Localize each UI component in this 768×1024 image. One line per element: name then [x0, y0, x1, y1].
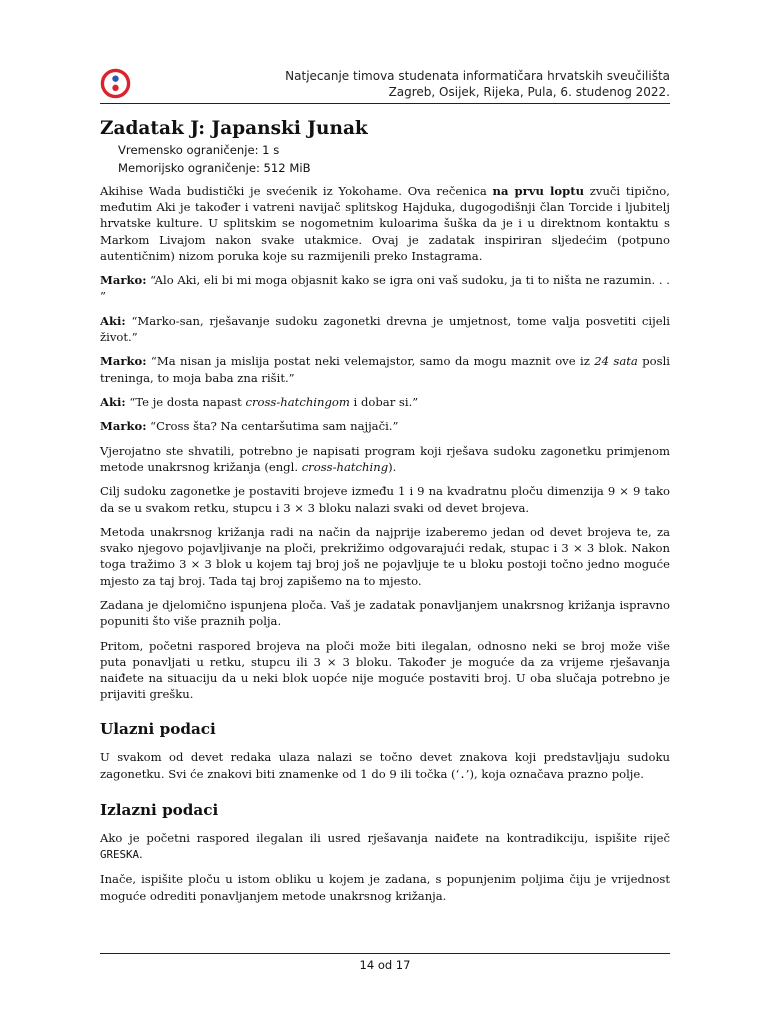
page-number: 14 od 17	[359, 958, 411, 972]
header-line-competition: Natjecanje timova studenata informatičara hrvatskih sveučilišta	[285, 69, 670, 83]
dialogue-line-3	[100, 353, 670, 385]
dialogue-text: posli treninga, to moja baba zna rišit.”	[100, 354, 670, 385]
speaker-label: Aki:	[100, 313, 126, 328]
paragraph-text: U svakom od devet redaka ulaza nalazi se točno devet znakova koji predstavljaju sudoku zagonetku. Svi će znakovi biti znamenke od 1 do 9 ili točka (‘	[100, 750, 670, 781]
dialogue-text: “Ma nisan ja mislija postat neki velemajstor, samo da mogu maznit ove iz	[146, 354, 595, 369]
dialogue-text: i dobar si.”	[349, 394, 419, 409]
inline-code: GRESKA	[100, 847, 140, 861]
dialogue-line-1	[100, 272, 670, 304]
paragraph-text: Ako je početni raspored ilegalan ili usred rješavanja naiđete na kontradikciju, ispišite riječ	[100, 830, 670, 845]
memory-limit: Memorijsko ograničenje: 512 MiB	[118, 160, 311, 175]
header-line-location-date: Zagreb, Osijek, Rijeka, Pula, 6. studenog 2022.	[388, 84, 670, 99]
paragraph-text: ).	[388, 459, 397, 474]
output-section-heading: Izlazni podaci	[100, 800, 219, 819]
competition-logo-icon	[100, 68, 131, 99]
input-description	[100, 749, 670, 782]
speaker-label: Marko:	[100, 273, 147, 288]
output-error-description	[100, 830, 670, 863]
dialogue-emphasis: cross-hatchingom	[245, 394, 350, 409]
speaker-label: Marko:	[100, 354, 147, 369]
dialogue-emphasis: 24 sata	[594, 354, 638, 369]
footer-divider	[100, 953, 670, 954]
header-divider	[100, 103, 670, 104]
dialogue-line-5	[100, 418, 670, 434]
speaker-label: Aki:	[100, 394, 126, 409]
dialogue-text: “Te je dosta napast	[125, 394, 246, 409]
intro-bold-phrase: na prvu loptu	[492, 184, 585, 198]
paragraph-text: ’), koja označava prazno polje.	[465, 766, 644, 781]
intro-text-b: zvuči tipično, međutim Aki je također i vatreni navijač splitskog Hajduka, dugogodišnji član Torcide i ljubitelj hrvatske kulture. U splitskim se nogometnim kuloarima šuška da je i u direktnom kontaktu s Markom Livajom nakon svake utakmice. Ovaj je zadatak inspiriran sljedećim (potpuno autentičnim) nizom poruka koje su razmijenili preko Instagrama.	[100, 184, 670, 263]
output-board-description: Inače, ispišite ploču u istom obliku u kojem je zadana, s popunjenim poljima čiju je vrijednost moguće odrediti ponavljanjem metode unakrsnog križanja.	[100, 872, 670, 903]
method-intro-paragraph	[100, 443, 670, 475]
paragraph-emphasis: cross-hatching	[301, 459, 389, 474]
dialogue-text: “Alo Aki, eli bi mi moga objasnit kako se igra oni vaš sudoku, ja ti to ništa ne razumin. . . ”	[100, 273, 670, 304]
intro-text-a: Akihise Wada budistički je svećenik iz Yokohame. Ova rečenica	[100, 184, 493, 198]
task-limits	[118, 142, 311, 177]
paragraph-text: Vjerojatno ste shvatili, potrebno je napisati program koji rješava sudoku zagonetku primjenom metode unakrsnog križanja (engl.	[100, 443, 670, 474]
speaker-label: Marko:	[100, 419, 147, 434]
input-section-heading: Ulazni podaci	[100, 720, 216, 739]
page-header	[285, 69, 670, 100]
method-description-paragraph: Metoda unakrsnog križanja radi na način da najprije izaberemo jedan od devet brojeva te, za svako njegovo pojavljivanje na ploči, prekrižimo odgovarajući redak, stupac i 3 × 3 blok. Nakon toga tražimo 3 × 3 blok u kojem taj broj još ne pojavljuje te u bloku postoji točno jedno moguće mjesto za taj broj. Tada taj broj zapišemo na to mjesto.	[100, 524, 670, 588]
time-limit: Vremensko ograničenje: 1 s	[118, 143, 280, 157]
document-page	[100, 0, 670, 1024]
sudoku-goal-paragraph: Cilj sudoku zagonetke je postaviti brojeve između 1 i 9 na kvadratnu ploču dimenzija 9 × 9 tako da se u svakom retku, stupcu i 3 × 3 bloku nalazi svaki od devet brojeva.	[100, 484, 670, 515]
dialogue-line-2	[100, 313, 670, 345]
error-conditions-paragraph: Pritom, početni raspored brojeva na ploči može biti ilegalan, odnosno neki se broj može više puta ponavljati u retku, stupcu ili 3 × 3 bloku. Također je moguće da za vrijeme rješavanja naiđete na situaciju da u neki blok uopće nije moguće postaviti broj. U oba slučaja potrebno je prijaviti grešku.	[100, 638, 670, 702]
task-statement	[100, 183, 670, 912]
intro-paragraph	[100, 183, 670, 264]
paragraph-text: .	[139, 846, 143, 861]
dialogue-line-4	[100, 394, 670, 410]
dialogue-text: “Cross šta? Na centaršutima sam najjači.”	[146, 419, 399, 434]
dialogue-text: “Marko-san, rješavanje sudoku zagonetki drevna je umjetnost, tome valja posvetiti cijeli život.”	[100, 313, 670, 344]
task-title: Zadatak J: Japanski Junak	[100, 118, 368, 139]
inline-code: .	[459, 767, 466, 781]
task-paragraph: Zadana je djelomično ispunjena ploča. Vaš je zadatak ponavljanjem unakrsnog križanja ispravno popuniti što više praznih polja.	[100, 597, 670, 629]
